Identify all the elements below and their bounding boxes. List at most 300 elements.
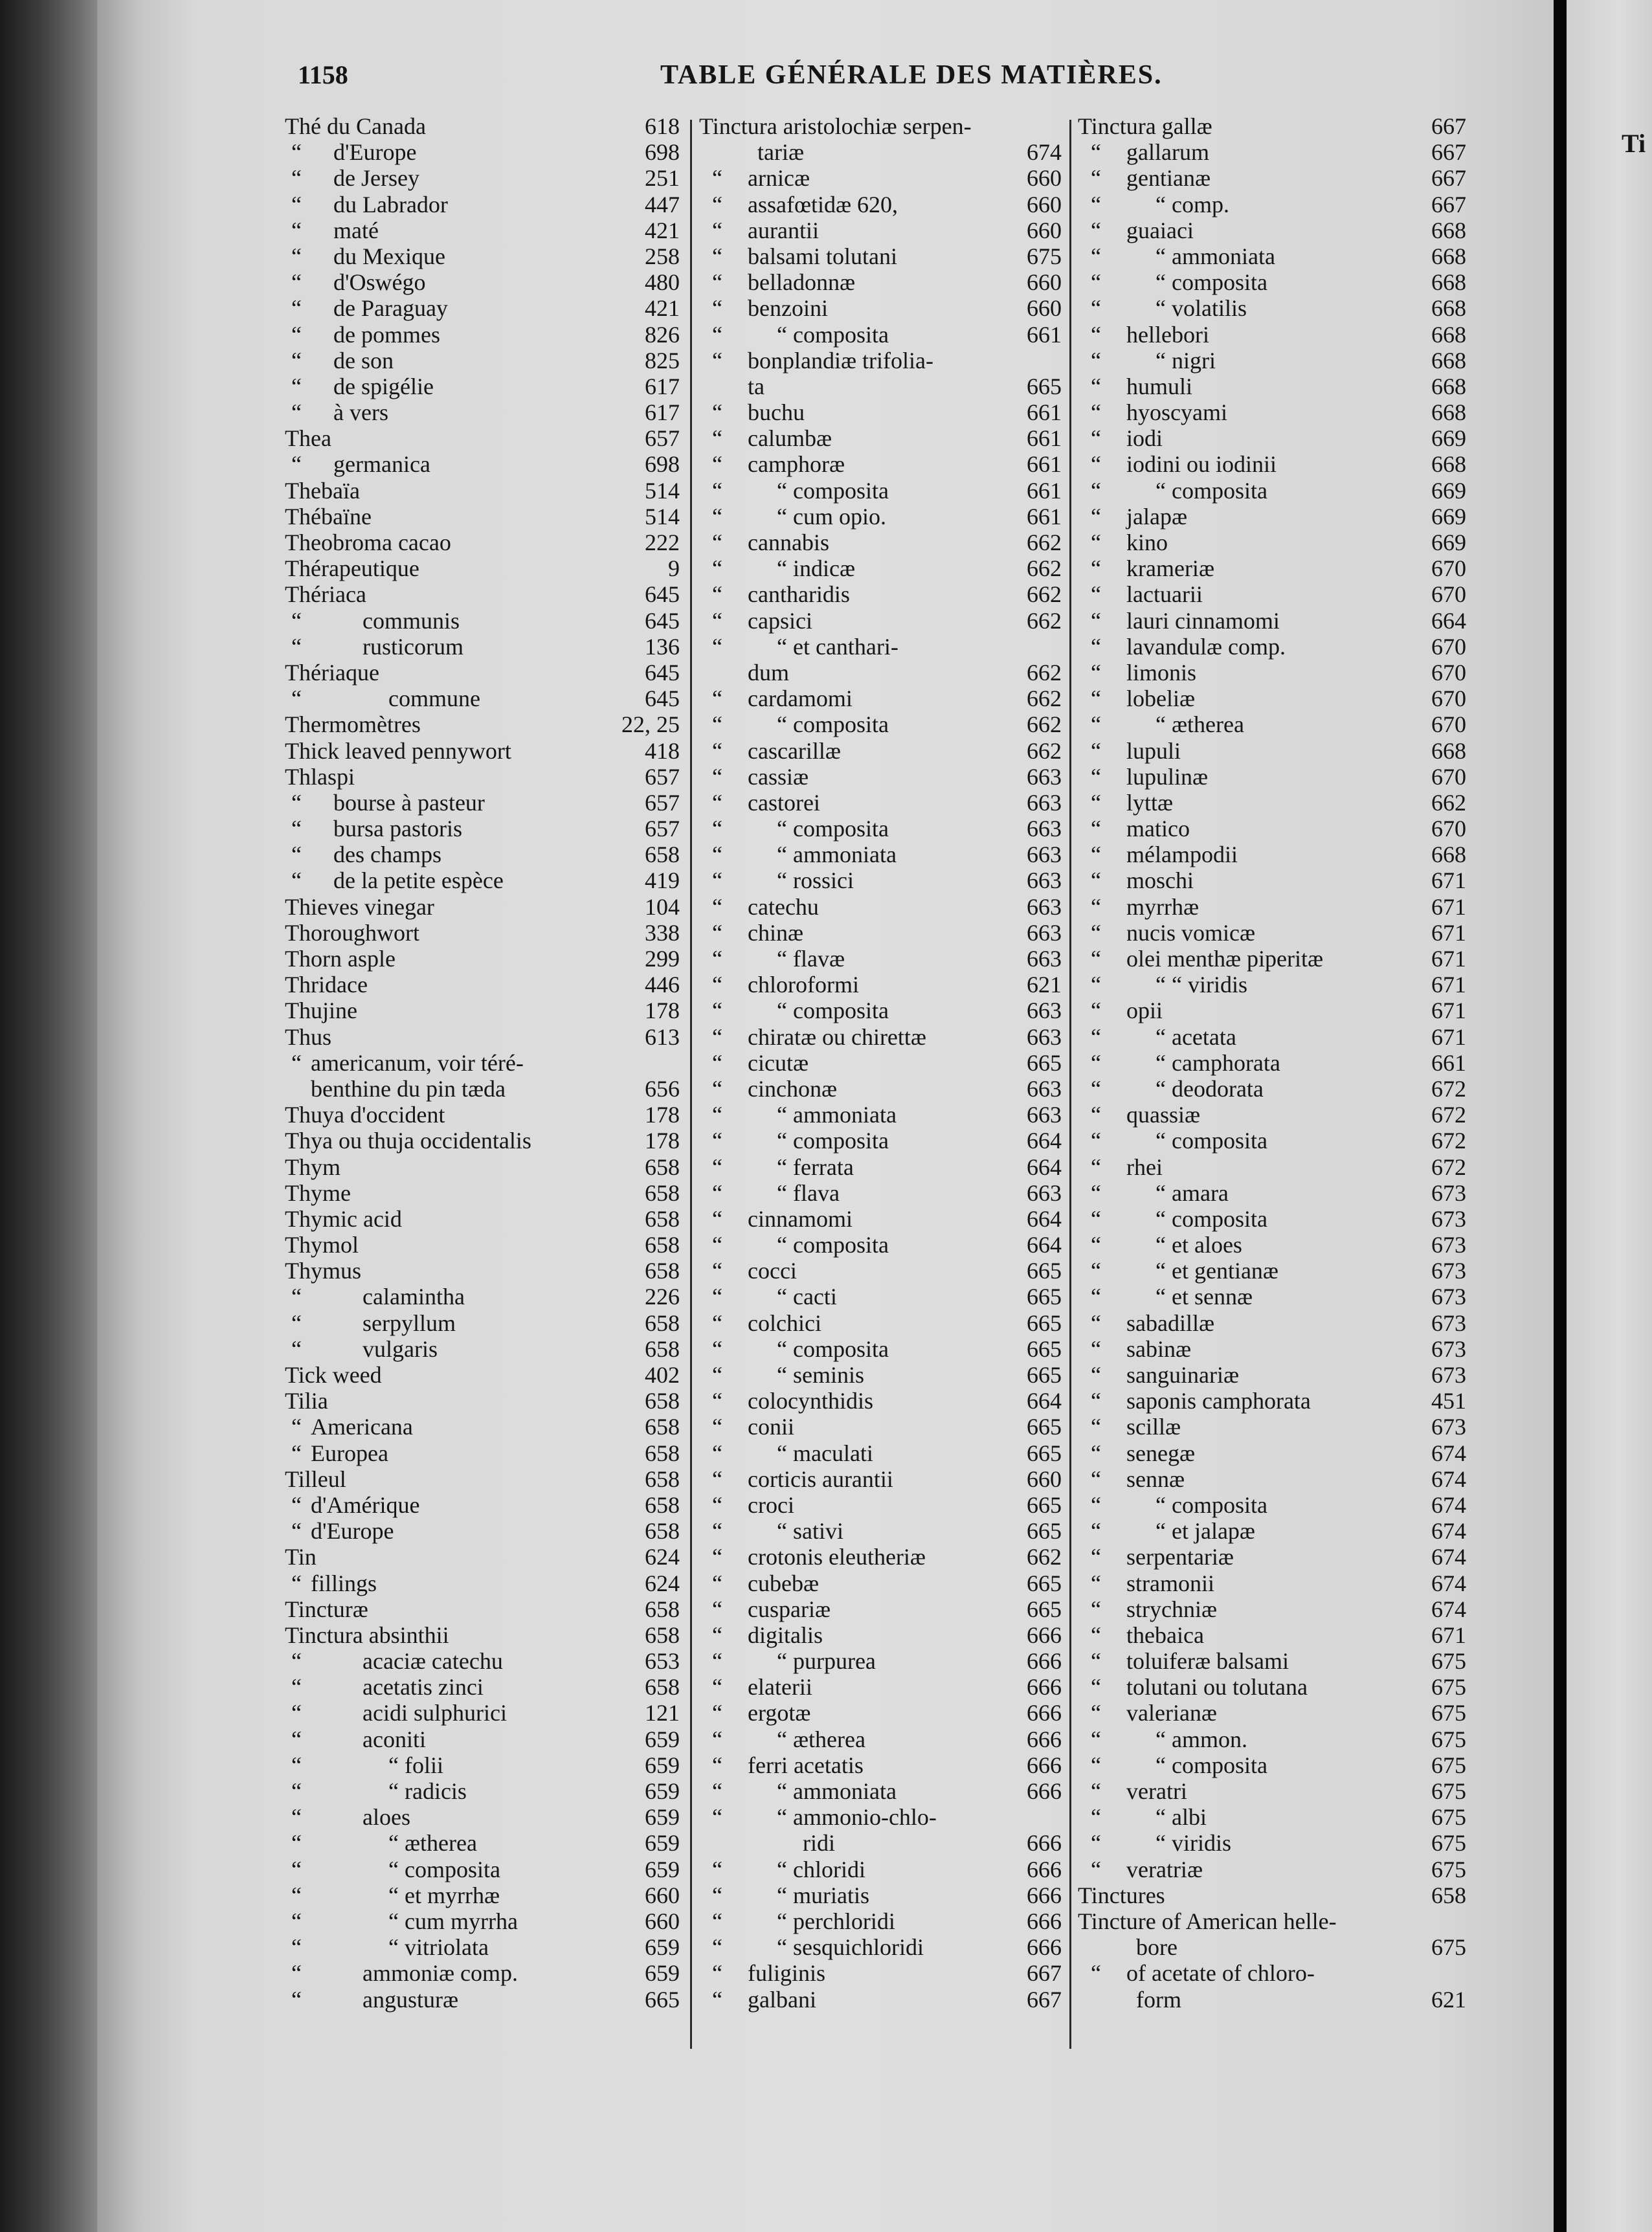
ditto-mark: “ [1091, 503, 1101, 530]
page-reference: 664 [1027, 1232, 1062, 1258]
index-entry [699, 1102, 1062, 1128]
entry-term: Tilleul [285, 1466, 346, 1492]
ditto-mark: “ [712, 1128, 722, 1154]
page-reference: 663 [1027, 789, 1062, 816]
index-entry [699, 1778, 1062, 1804]
page-reference: 136 [645, 633, 680, 660]
index-entry [699, 581, 1062, 607]
page-reference: 661 [1027, 399, 1062, 426]
index-entry [1078, 1857, 1466, 1882]
entry-term: gentianæ [1126, 165, 1211, 192]
ditto-mark: “ [291, 243, 302, 269]
page-reference: 617 [645, 373, 680, 399]
ditto-mark: “ [712, 399, 722, 426]
ditto-mark: “ [712, 1960, 722, 1987]
entry-term: “ ammonio-chlo- [777, 1804, 937, 1831]
page-reference: 673 [1431, 1205, 1466, 1232]
page-reference: 666 [1027, 1622, 1062, 1648]
index-entry [1078, 867, 1466, 893]
index-entry [1078, 1752, 1466, 1778]
index-entry [699, 1804, 1062, 1830]
page-reference: 668 [1431, 243, 1466, 269]
ditto-mark: “ [712, 1648, 722, 1675]
index-entry [699, 1180, 1062, 1206]
page-reference: 447 [645, 191, 680, 218]
index-column-1 [285, 113, 680, 2013]
page-number: 1158 [298, 60, 348, 89]
index-entry [699, 1648, 1062, 1674]
entry-term: hyoscyami [1126, 399, 1227, 426]
entry-term: jalapæ [1126, 503, 1187, 530]
entry-term: acidi sulphurici [363, 1700, 507, 1726]
index-entry [285, 1310, 680, 1336]
index-entry [1078, 1648, 1466, 1674]
index-entry [285, 295, 680, 321]
index-entry [1078, 894, 1466, 920]
index-entry [285, 451, 680, 477]
entry-term: “ composita [777, 1335, 889, 1362]
ditto-mark: “ [1091, 1596, 1101, 1622]
page-reference: 668 [1431, 399, 1466, 426]
page-reference: 675 [1431, 1804, 1466, 1831]
entry-term: lyttæ [1126, 789, 1174, 816]
page-reference: 668 [1431, 737, 1466, 764]
entry-term: “ composita [1155, 1491, 1267, 1518]
page-reference: 698 [645, 451, 680, 478]
page-reference: 671 [1431, 972, 1466, 998]
index-entry [699, 894, 1062, 920]
entry-term: “ composita [1155, 477, 1267, 504]
page-reference: 662 [1027, 555, 1062, 582]
ditto-mark: “ [712, 243, 722, 269]
entry-term: Thymol [285, 1232, 359, 1258]
index-entry [285, 1440, 680, 1466]
page-reference: 664 [1027, 1205, 1062, 1232]
page-reference: 670 [1431, 686, 1466, 712]
entry-term: strychniæ [1126, 1596, 1217, 1622]
page-reference: 664 [1431, 607, 1466, 634]
ditto-mark: “ [712, 1570, 722, 1596]
entry-term: Thymic acid [285, 1205, 402, 1232]
entry-term: “ flavæ [777, 946, 845, 972]
index-entry [699, 425, 1062, 451]
entry-term: “ composita [777, 1128, 889, 1154]
page-reference: 673 [1431, 1310, 1466, 1336]
index-entry [285, 660, 680, 686]
index-entry [699, 139, 1062, 165]
ditto-mark: “ [712, 165, 722, 192]
entry-term: Tinctura aristolochiæ serpen- [699, 113, 972, 139]
ditto-mark: “ [1091, 191, 1101, 218]
entry-term: arnicæ [748, 165, 810, 192]
page-reference: 665 [645, 1986, 680, 2013]
index-entry [699, 1882, 1062, 1908]
index-entry [1078, 1050, 1466, 1076]
index-entry [1078, 738, 1466, 764]
page-reference: 670 [1431, 633, 1466, 660]
page-reference: 672 [1431, 1102, 1466, 1128]
ditto-mark: “ [291, 1648, 302, 1675]
ditto-mark: “ [712, 816, 722, 842]
page-reference: 674 [1431, 1518, 1466, 1545]
ditto-mark: “ [291, 139, 302, 166]
ditto-mark: “ [291, 867, 302, 894]
entry-term: aloes [363, 1804, 410, 1831]
page-reference: 674 [1431, 1491, 1466, 1518]
page-reference: 665 [1027, 1335, 1062, 1362]
index-entry [1078, 1934, 1466, 1960]
index-entry [699, 451, 1062, 477]
page-reference: 645 [645, 581, 680, 608]
ditto-mark: “ [712, 1778, 722, 1804]
index-entry [699, 1310, 1062, 1336]
index-entry [285, 1466, 680, 1492]
ditto-mark: “ [712, 972, 722, 998]
page-reference: 618 [645, 113, 680, 139]
index-entry [699, 738, 1062, 764]
page-reference: 665 [1027, 1440, 1062, 1466]
page-reference: 657 [645, 816, 680, 842]
ditto-mark: “ [712, 347, 722, 374]
page-reference: 665 [1027, 1570, 1062, 1596]
entry-term: digitalis [748, 1622, 823, 1648]
index-entry [1078, 451, 1466, 477]
page-reference: 645 [645, 607, 680, 634]
index-entry [1078, 946, 1466, 972]
index-entry [1078, 348, 1466, 374]
column-rule [1069, 120, 1071, 2049]
ditto-mark: “ [712, 217, 722, 243]
entry-term: chinæ [748, 919, 803, 946]
ditto-mark: “ [712, 867, 722, 894]
entry-term: bore [1136, 1934, 1178, 1961]
entry-term: matico [1126, 816, 1190, 842]
index-entry [699, 1960, 1062, 1986]
ditto-mark: “ [1091, 763, 1101, 790]
page-reference: 662 [1027, 711, 1062, 738]
ditto-mark: “ [291, 165, 302, 192]
page-reference: 121 [645, 1700, 680, 1726]
entry-term: “ et canthari- [777, 633, 899, 660]
page-reference: 659 [645, 1830, 680, 1857]
page-reference: 663 [1027, 919, 1062, 946]
page-reference: 674 [1431, 1596, 1466, 1622]
index-entry [1078, 1596, 1466, 1622]
index-entry [699, 1492, 1062, 1518]
page-reference: 675 [1431, 1700, 1466, 1726]
index-entry [699, 243, 1062, 269]
entry-term: “ volatilis [1155, 295, 1247, 322]
index-entry [285, 1596, 680, 1622]
page-reference: 671 [1431, 867, 1466, 894]
page-reference: 402 [645, 1362, 680, 1388]
entry-term: cantharidis [748, 581, 850, 608]
entry-term: Thym [285, 1154, 340, 1180]
index-entry [699, 1622, 1062, 1648]
entry-term: “ ammoniata [777, 1102, 897, 1128]
entry-term: bourse à pasteur [333, 789, 485, 816]
ditto-mark: “ [1091, 1154, 1101, 1180]
entry-term: Tin [285, 1544, 317, 1570]
index-entry [285, 1128, 680, 1154]
page-reference: 664 [1027, 1128, 1062, 1154]
index-entry [285, 425, 680, 451]
entry-term: Tinctura absinthii [285, 1622, 449, 1648]
page-reference: 663 [1027, 1023, 1062, 1050]
entry-term: “ albi [1155, 1804, 1207, 1831]
index-entry [699, 634, 1062, 660]
entry-term: lupulinæ [1126, 763, 1209, 790]
index-entry [699, 1362, 1062, 1388]
page-reference: 665 [1027, 1310, 1062, 1336]
ditto-mark: “ [291, 1830, 302, 1857]
ditto-mark: “ [1091, 1648, 1101, 1675]
ditto-mark: “ [1091, 217, 1101, 243]
index-entry [699, 972, 1062, 998]
page-reference: 674 [1431, 1570, 1466, 1596]
ditto-mark: “ [712, 1232, 722, 1258]
entry-term: chiratæ ou chirettæ [748, 1023, 926, 1050]
index-entry [699, 1908, 1062, 1934]
entry-term: “ purpurea [777, 1648, 876, 1675]
entry-term: Tinctures [1078, 1882, 1165, 1908]
entry-term: of acetate of chloro- [1126, 1960, 1315, 1987]
ditto-mark: “ [1091, 581, 1101, 608]
index-entry [285, 1778, 680, 1804]
ditto-mark: “ [712, 477, 722, 504]
ditto-mark: “ [712, 1362, 722, 1388]
entry-term: “ nigri [1155, 347, 1216, 374]
ditto-mark: “ [712, 1908, 722, 1934]
entry-term: “ rossici [777, 867, 854, 894]
page-reference: 672 [1431, 1128, 1466, 1154]
index-entry [699, 269, 1062, 295]
page-reference: 670 [1431, 816, 1466, 842]
ditto-mark: “ [1091, 1778, 1101, 1804]
entry-term: dum [748, 659, 790, 686]
ditto-mark: “ [1091, 165, 1101, 192]
page-reference: 662 [1027, 530, 1062, 555]
index-entry [285, 374, 680, 399]
page-reference: 662 [1027, 581, 1062, 608]
index-entry [285, 1648, 680, 1674]
page-reference: 662 [1027, 1544, 1062, 1570]
ditto-mark: “ [1091, 1622, 1101, 1648]
page-reference: 624 [645, 1570, 680, 1596]
page-reference: 668 [1431, 295, 1466, 322]
ditto-mark: “ [1091, 425, 1101, 452]
entry-term: conii [748, 1414, 794, 1440]
ditto-mark: “ [712, 842, 722, 868]
index-entry [699, 295, 1062, 321]
page-reference: 674 [1027, 139, 1062, 166]
index-entry [699, 1414, 1062, 1440]
page-reference: 645 [645, 686, 680, 712]
index-entry [1078, 972, 1466, 998]
ditto-mark: “ [1091, 1023, 1101, 1050]
index-entry [1078, 1180, 1466, 1206]
page-reference: 666 [1027, 1700, 1062, 1726]
entry-term: lactuarii [1126, 581, 1203, 608]
page-reference: 104 [645, 893, 680, 920]
page-reference: 663 [1027, 842, 1062, 868]
ditto-mark: “ [1091, 789, 1101, 816]
page-reference: 667 [1431, 165, 1466, 192]
entry-term: Tick weed [285, 1362, 382, 1388]
index-entry [1078, 660, 1466, 686]
page-reference: 675 [1431, 1674, 1466, 1701]
ditto-mark: “ [712, 1154, 722, 1180]
entry-term: colchici [748, 1310, 821, 1336]
entry-term: “ composita [777, 998, 889, 1024]
ditto-mark: “ [712, 1049, 722, 1076]
entry-term: castorei [748, 789, 820, 816]
page-reference: 660 [1027, 1466, 1062, 1492]
page-reference: 657 [645, 789, 680, 816]
entry-term: communis [363, 607, 460, 634]
entry-term: valerianæ [1126, 1700, 1217, 1726]
page-reference: 666 [1027, 1882, 1062, 1908]
page-reference: 658 [645, 1258, 680, 1284]
entry-term: senegæ [1126, 1440, 1195, 1466]
page-reference: 659 [645, 1856, 680, 1882]
index-column-3 [1078, 113, 1466, 2013]
page-reference: 666 [1027, 1830, 1062, 1857]
index-entry [699, 1518, 1062, 1544]
index-entry [285, 1987, 680, 2013]
page-reference: 675 [1431, 1778, 1466, 1804]
page-reference: 660 [1027, 269, 1062, 296]
ditto-mark: “ [712, 1491, 722, 1518]
entry-term: “ folii [388, 1752, 443, 1778]
ditto-mark: “ [1091, 1049, 1101, 1076]
entry-term: “ muriatis [777, 1882, 869, 1908]
entry-term: rhei [1126, 1154, 1163, 1180]
ditto-mark: “ [291, 1049, 302, 1076]
index-entry [699, 920, 1062, 946]
page-reference: 671 [1431, 998, 1466, 1024]
ditto-mark: “ [712, 503, 722, 530]
entry-term: cinchonæ [748, 1075, 837, 1102]
entry-term: myrrhæ [1126, 893, 1199, 920]
index-entry [1078, 764, 1466, 790]
entry-term: acetatis zinci [363, 1674, 484, 1701]
entry-term: nucis vomicæ [1126, 919, 1255, 946]
index-entry [285, 711, 680, 737]
entry-term: cocci [748, 1258, 797, 1284]
index-entry [1078, 1336, 1466, 1362]
index-entry [699, 1674, 1062, 1700]
entry-term: “ et aloes [1155, 1232, 1242, 1258]
ditto-mark: “ [1091, 686, 1101, 712]
index-entry [285, 790, 680, 816]
ditto-mark: “ [1091, 373, 1101, 399]
page-reference: 667 [1027, 1960, 1062, 1987]
index-entry [285, 1544, 680, 1570]
page-reference: 659 [645, 1960, 680, 1987]
ditto-mark: “ [712, 1986, 722, 2013]
page-reference: 673 [1431, 1362, 1466, 1388]
entry-term: cicutæ [748, 1049, 809, 1076]
page-reference: 419 [645, 867, 680, 894]
entry-term: “ chloridi [777, 1856, 865, 1882]
entry-term: Thyme [285, 1179, 351, 1206]
index-entry [285, 555, 680, 581]
page-reference: 658 [645, 1491, 680, 1518]
ditto-mark: “ [1091, 972, 1101, 998]
entry-term: “ cacti [777, 1284, 837, 1310]
index-entry [699, 1232, 1062, 1258]
entry-term: rusticorum [363, 633, 463, 660]
index-entry [285, 322, 680, 348]
page-reference: 663 [1027, 1102, 1062, 1128]
page-reference: 621 [1431, 1986, 1466, 2013]
ditto-mark: “ [291, 842, 302, 868]
page-reference: 660 [645, 1882, 680, 1908]
page-reference: 674 [1431, 1440, 1466, 1466]
page-reference: 673 [1431, 1284, 1466, 1310]
index-entry [285, 867, 680, 893]
index-entry [1078, 790, 1466, 816]
page-reference: 251 [645, 165, 680, 192]
index-entry [699, 711, 1062, 737]
entry-term: aurantii [748, 217, 819, 243]
page-reference: 9 [668, 555, 680, 582]
ditto-mark: “ [1091, 711, 1101, 738]
entry-term: cubebæ [748, 1570, 819, 1596]
ditto-mark: “ [291, 269, 302, 296]
entry-term: Tincturæ [285, 1596, 368, 1622]
page-reference: 668 [1431, 842, 1466, 868]
index-entry [285, 1492, 680, 1518]
ditto-mark: “ [712, 1102, 722, 1128]
index-entry [285, 1960, 680, 1986]
page-reference: 421 [645, 295, 680, 322]
entry-term: veratriæ [1126, 1856, 1203, 1882]
index-entry [285, 1388, 680, 1414]
entry-term: “ composita [1155, 1128, 1267, 1154]
page-reference: 672 [1431, 1075, 1466, 1102]
ditto-mark: “ [712, 425, 722, 452]
entry-term: assafœtidæ 620, [748, 191, 898, 218]
page-reference: 673 [1431, 1179, 1466, 1206]
entry-term: Thridace [285, 972, 368, 998]
ditto-mark: “ [712, 530, 722, 555]
entry-term: “ amara [1155, 1179, 1229, 1206]
index-entry [699, 478, 1062, 504]
ditto-mark: “ [291, 399, 302, 426]
index-entry [285, 764, 680, 790]
page-reference: 658 [645, 842, 680, 868]
index-entry [285, 530, 680, 555]
page-reference: 698 [645, 139, 680, 166]
ditto-mark: “ [712, 1388, 722, 1414]
ditto-mark: “ [1091, 399, 1101, 426]
entry-term: sabadillæ [1126, 1310, 1214, 1336]
entry-term: ammoniæ comp. [363, 1960, 518, 1987]
index-entry [285, 1726, 680, 1752]
ditto-mark: “ [291, 686, 302, 712]
index-entry [699, 555, 1062, 581]
entry-term: corticis aurantii [748, 1466, 893, 1492]
index-entry [1078, 998, 1466, 1023]
entry-term: humuli [1126, 373, 1193, 399]
page-reference: 658 [645, 1414, 680, 1440]
index-entry [699, 842, 1062, 867]
ditto-mark: “ [1091, 1726, 1101, 1752]
page-reference: 178 [645, 1102, 680, 1128]
ditto-mark: “ [712, 321, 722, 348]
